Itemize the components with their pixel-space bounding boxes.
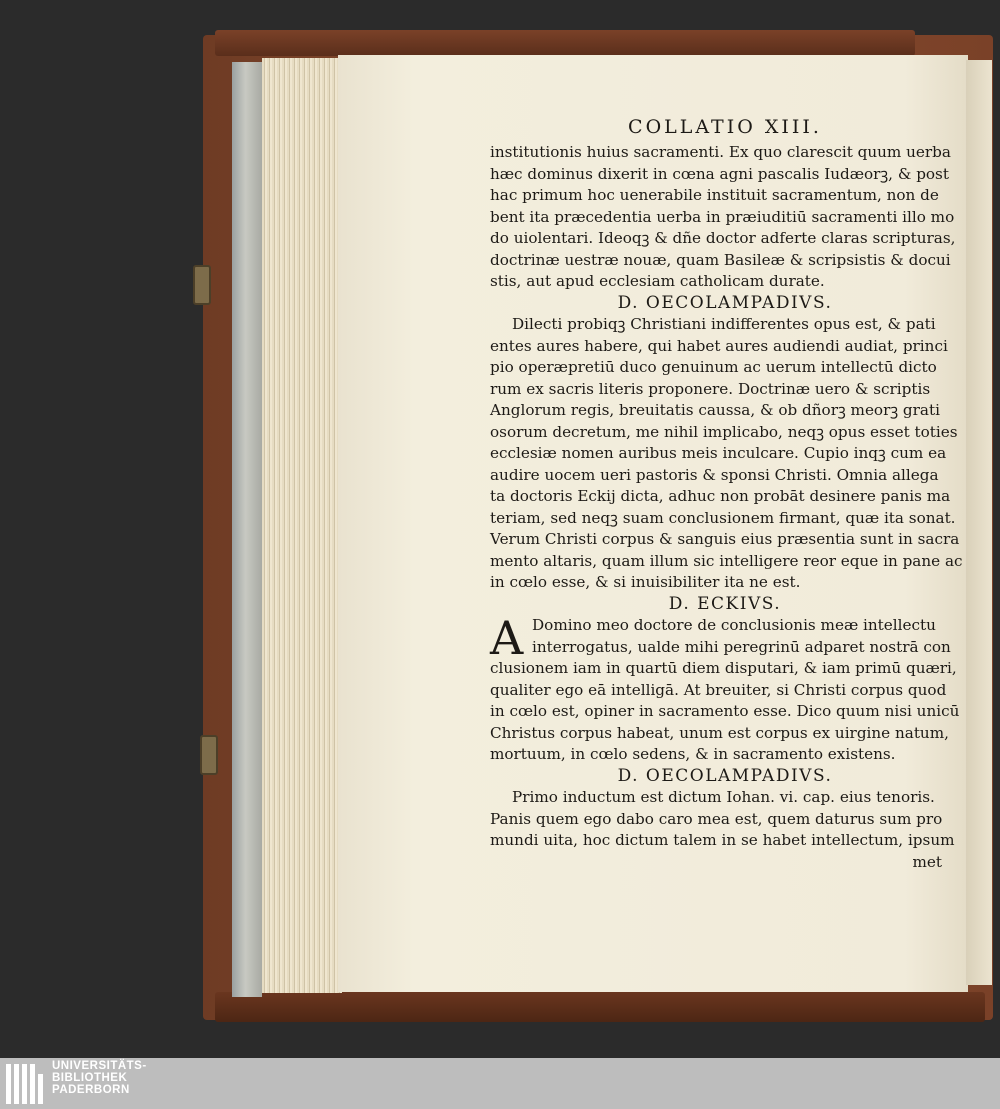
clasp-upper (193, 265, 211, 305)
text-line: in cœlo esse, & si inuisibiliter ita ne est. (490, 573, 801, 591)
text-line: Anglorum regis, breuitatis caussa, & ob dñorꝫ meorꝫ grati (490, 401, 940, 419)
text-line: ta doctoris Eckij dicta, adhuc non probāt desinere panis ma (490, 487, 951, 505)
text-line: institutionis huius sacramenti. Ex quo clarescit quum uerba (490, 143, 951, 161)
text-line: pio operæpretiū duco genuinum ac uerum intellectū dicto (490, 358, 937, 376)
text-line: Panis quem ego dabo caro mea est, quem daturus sum pro (490, 809, 943, 828)
text-line: entes aures habere, qui habet aures audiendi audiat, princi (490, 336, 948, 355)
book-cover-bottom (215, 992, 985, 1022)
text-line: Dilecti probiqꝫ Christiani indifferentes opus est, & pati (512, 315, 936, 333)
library-logo-text: UNIVERSITÄTS- BIBLIOTHEK PADERBORN (52, 1060, 147, 1096)
text-line: in cœlo est, opiner in sacramento esse. Dico quum nisi unicū (490, 702, 960, 720)
speaker-heading: D. ECKIVS. (668, 593, 782, 614)
catchword: met (912, 852, 942, 871)
page-text-block (490, 112, 963, 873)
clasp-lower (200, 735, 218, 775)
text-line: clusionem iam in quartū diem disputari, & iam primū quæri, (490, 659, 957, 677)
text-line: Verum Christi corpus & sanguis eius præsentia sunt in sacra (490, 530, 960, 548)
text-line: mento altaris, quam illum sic intelligere reor eque in pane ac (490, 551, 963, 570)
paragraph-4 (490, 787, 960, 852)
next-page-edge (966, 60, 992, 985)
page-stack-edge (262, 58, 342, 993)
library-logo-icon (6, 1064, 46, 1104)
text-line: osorum decretum, me nihil implicabo, neqꝫ opus esset toties (490, 422, 958, 441)
decorated-initial: A (490, 611, 524, 665)
text-line: ecclesiæ nomen auribus meis inculcare. Cupio inqꝫ cum ea (490, 444, 947, 462)
library-footer (0, 1058, 1000, 1109)
paragraph-3 (490, 611, 960, 766)
paragraph-2 (490, 314, 963, 594)
text-line: mundi uita, hoc dictum talem in se habet intellectum, ipsum (490, 831, 955, 849)
speaker-heading: D. OECOLAMPADIVS. (617, 292, 833, 313)
running-head: COLLATIO XIII. (628, 116, 822, 138)
text-line: qualiter ego eā intelligā. At breuiter, si Christi corpus quod (490, 680, 947, 699)
text-line: rum ex sacris literis proponere. Doctrinæ uero & scriptis (490, 379, 931, 398)
text-line: teriam, sed neqꝫ suam conclusionem firmant, quæ ita sonat. (490, 508, 956, 527)
text-line: Christus corpus habeat, unum est corpus ex uirgine natum, (490, 723, 949, 742)
text-line: Domino meo doctore de conclusionis meæ intellectu (532, 616, 936, 634)
text-line: mortuum, in cœlo sedens, & in sacramento existens. (490, 745, 896, 763)
text-line: hac primum hoc uenerabile instituit sacramentum, non de (490, 186, 939, 204)
text-line: Primo inductum est dictum Iohan. vi. cap. eius tenoris. (512, 788, 935, 806)
text-line: hæc dominus dixerit in cœna agni pascalis Iudæorꝫ, & post (490, 164, 949, 183)
paragraph-1 (490, 142, 960, 293)
text-line: doctrinæ uestræ nouæ, quam Basileæ & scripsistis & docui (490, 250, 951, 269)
text-line: do uiolentari. Ideoqꝫ & dñe doctor adferte claras scripturas, (490, 229, 956, 247)
book-cover-top (215, 30, 915, 56)
binding-strip (232, 62, 262, 997)
speaker-heading: D. OECOLAMPADIVS. (617, 765, 833, 786)
text-line: audire uocem ueri pastoris & sponsi Christi. Omnia allega (490, 465, 939, 484)
text-line: interrogatus, ualde mihi peregrinū adparet nostrā con (532, 637, 951, 656)
text-line: stis, aut apud ecclesiam catholicam durate. (490, 272, 825, 290)
text-line: bent ita præcedentia uerba in præiuditiū sacramenti illo mo (490, 207, 955, 226)
